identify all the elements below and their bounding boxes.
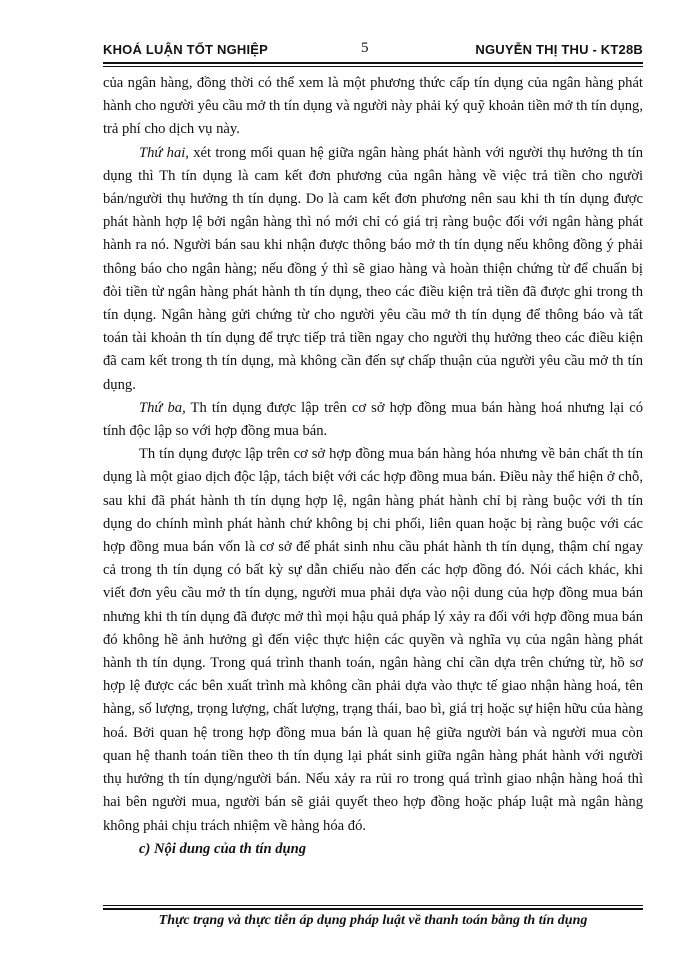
header-thesis-title: KHOÁ LUẬN TỐT NGHIỆP: [103, 42, 269, 57]
section-heading: [103, 838, 643, 861]
paragraph-2: [103, 142, 643, 397]
paragraph-2-text: xét trong mối quan hệ giữa ngân hàng phát hành với người thụ hưởng th tín dụng thì Th tín dụng là cam kết đơn phương của ngân hàng về việc trả tiền cho người bán/người thụ hưởng th tín dụng. Do là cam kết đơn phương nên sau khi th tín dụng được phát hành hợp lệ bởi ngân hàng thì nó mới chỉ có giá trị ràng buộc đối với ngân hàng phát hành ra nó. Người bán sau khi nhận được thông báo mở th tín dụng nếu không đồng ý phải thông báo cho ngân hàng; nếu đồng ý thì sẽ giao hàng và hoàn thiện chứng từ để chuẩn bị đòi tiền từ ngân hàng phát hành th tín dụng, theo các điều kiện trả tiền đã được ghi trong th tín dụng. Ngân hàng gửi chứng từ cho người yêu cầu mở th tín dụng để thông báo và tất toán tài khoản th tín dụng để trực tiếp trả tiền ngay cho người thụ hưởng theo các điều kiện đã cam kết trong th tín dụng, mà không cần đến sự chấp thuận của người yêu cầu mở th tín dụng.: [103, 144, 643, 393]
paragraph-4: Th tín dụng được lập trên cơ sở hợp đồng mua bán hàng hóa nhưng về bản chất th tín dụng là một giao dịch độc lập, tách biệt với các hợp đồng mua bán. Điều này thể hiện ở chỗ, sau khi đã phát hành th tín dụng hợp lệ, ngân hàng phát hành chỉ bị ràng buộc với th tín dụng do chính mình phát hành chứ không bị chi phối, liên quan hoặc bị ràng buộc với các hợp đồng mua bán vốn là cơ sở để phát sinh nhu cầu phát hành th tín dụng, thậm chí ngay cả trong th tín dụng có bất kỳ sự dẫn chiếu nào đến các hợp đồng đó. Nói cách khác, khi viết đơn yêu cầu mở th tín dụng, người mua phải dựa vào nội dung của hợp đồng mua bán nhưng khi th tín dụng đã được mở thì mọi hậu quả pháp lý xảy ra đối với hợp đồng mua bán đó không hề ảnh hưởng gì đến việc thực hiện các quyền và nghĩa vụ của ngân hàng phát hành th tín dụng. Trong quá trình thanh toán, ngân hàng chỉ cần dựa trên chứng từ, hồ sơ hợp lệ được các bên xuất trình mà không cần phải dựa vào thực tế giao nhận hàng hoá, tên hàng, số lượng, trọng lượng, chất lượng, trạng thái, bao bì, giá trị hoặc sự hiện hữu của hàng hoá. Bởi quan hệ trong hợp đồng mua bán là quan hệ giữa người bán và người mua còn quan hệ thanh toán tiền theo th tín dụng lại phát sinh giữa ngân hàng phát hành với người thụ hưởng th tín dụng/người bán. Nếu xảy ra rủi ro trong quá trình giao nhận hàng hoá thì hai bên người mua, người bán sẽ giải quyết theo hợp đồng hoặc pháp luật mà ngân hàng không phải chịu trách nhiệm về hàng hóa đó.: [103, 446, 643, 834]
paragraph-1: của ngân hàng, đồng thời có thể xem là một phương thức cấp tín dụng của ngân hàng phát hành cho người yêu cầu mở th tín dụng và người này phải ký quỹ khoản tiền mở th tín dụng, trả phí cho dịch vụ này.: [103, 75, 643, 138]
header-rule-thin: [103, 66, 643, 67]
header-rule-thick: [103, 62, 643, 64]
page-footer: Thực trạng và thực tiễn áp dụng pháp luật về thanh toán bằng th tín dụng: [158, 913, 588, 928]
body-text: [103, 72, 643, 861]
paragraph-2-lead: Thứ hai,: [139, 144, 189, 161]
paragraph-3-text: Th tín dụng được lập trên cơ sở hợp đồng mua bán hàng hoá nhưng lại có tính độc lập so với hợp đồng mua bán.: [103, 399, 644, 440]
page-header: [103, 40, 643, 62]
footer-rule-thin: [103, 905, 643, 906]
paragraph-3: [103, 397, 643, 443]
paragraph-3-lead: Thứ ba,: [139, 399, 186, 416]
footer-rule-thick: [103, 908, 643, 910]
header-author: NGUYỄN THỊ THU - KT28B: [475, 42, 643, 57]
section-heading-text: c) Nội dung của th tín dụng: [139, 840, 307, 857]
page-number: 5: [361, 40, 369, 56]
